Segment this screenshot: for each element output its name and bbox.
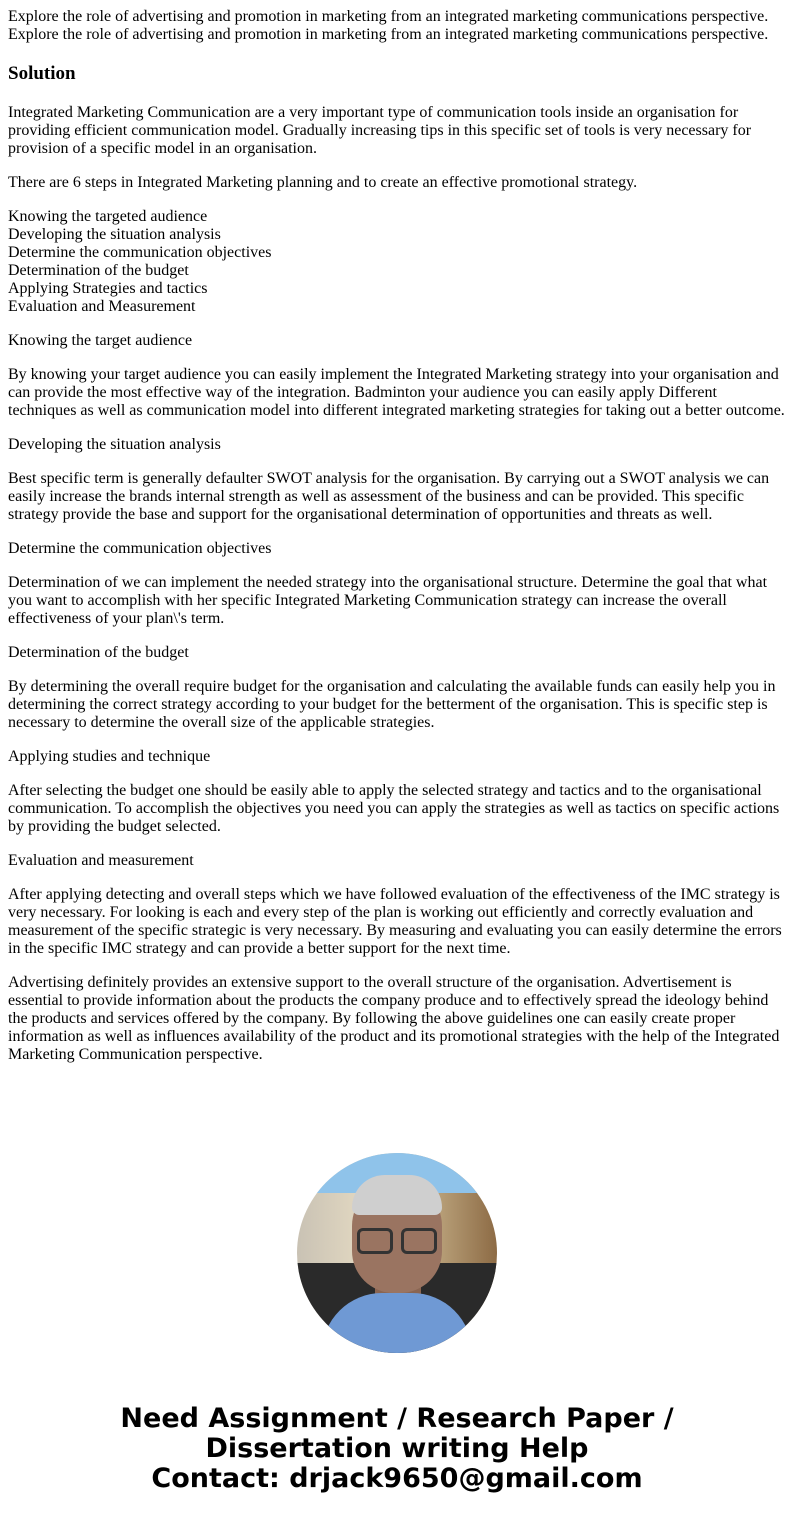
section-body: By knowing your target audience you can easily implement the Integrated Marketing strategy into your organisation and can provide the most effective way of the integration. Badminton your audience you can easily apply Different techniques as well as communication model into different integrated marketing strategies for taking out a better outcome. [8,366,785,419]
question-line: Explore the role of advertising and promotion in marketing from an integrated marketing communications perspective. [8,8,769,25]
step-item: Developing the situation analysis [8,226,221,243]
intro-paragraph: Integrated Marketing Communication are a very important type of communication tools inside an organisation for providing efficient communication model. Gradually increasing tips in this specific set of tools is very necessary for provision of a specific model in an organisation. [8,104,752,157]
banner-headline: Need Assignment / Research Paper / Dissertation writing Help [120,1403,674,1464]
contact-banner [0,1404,794,1494]
section-title: Determination of the budget [8,644,189,661]
section-title: Determine the communication objectives [8,540,272,557]
solution-heading: Solution [8,63,76,84]
section-title: Evaluation and measurement [8,852,194,869]
section-body: After applying detecting and overall steps which we have followed evaluation of the effectiveness of the IMC strategy is very necessary. For looking is each and every step of the plan is working out efficiently and correctly evaluation and measurement of the specific strategic is very necessary. By measuring and evaluating you can easily determine the errors in the specific IMC strategy and can provide a better support for the next time. [8,886,782,957]
section-body: By determining the overall require budget for the organisation and calculating the available funds can easily help you in determining the correct strategy according to your budget for the betterment of the organisation. This is specific step is necessary to determine the overall size of the applicable strategies. [8,678,776,731]
question-line: Explore the role of advertising and promotion in marketing from an integrated marketing communications perspective. [8,26,769,43]
question [8,8,786,44]
steps-list [8,208,786,316]
section-title: Developing the situation analysis [8,436,221,453]
conclusion-paragraph: Advertising definitely provides an extensive support to the overall structure of the organisation. Advertisement is essential to provide information about the products the company produce and to effectively spread the ideology behind the products and services offered by the company. By following the above guidelines one can easily create proper information as well as influences availability of the product and its promotional strategies with the help of the Integrated Marketing Communication perspective. [8,974,780,1063]
step-item: Evaluation and Measurement [8,298,196,315]
step-item: Applying Strategies and tactics [8,280,208,297]
section-body: Determination of we can implement the needed strategy into the organisational structure. Determine the goal that what you want to accomplish with her specific Integrated Marketing Communication strategy can increase the overall effectiveness of your plan\'s term. [8,574,768,627]
step-item: Knowing the targeted audience [8,208,208,225]
banner-contact: Contact: drjack9650@gmail.com [151,1463,643,1494]
section-body: Best specific term is generally defaulter SWOT analysis for the organisation. By carrying out a SWOT analysis we can easily increase the brands internal strength as well as assessment of the business and can be provided. This specific strategy provide the base and support for the organisational determination of opportunities and threats as well. [8,470,770,523]
step-item: Determine the communication objectives [8,244,272,261]
author-avatar [297,1153,497,1353]
step-item: Determination of the budget [8,262,189,279]
section-body: After selecting the budget one should be easily able to apply the selected strategy and tactics and to the organisational communication. To accomplish the objectives you need you can apply the strategies as well as tactics on specific actions by providing the budget selected. [8,782,780,835]
section-title: Applying studies and technique [8,748,211,765]
section-title: Knowing the target audience [8,332,193,349]
steps-intro: There are 6 steps in Integrated Marketing planning and to create an effective promotional strategy. [8,174,638,191]
